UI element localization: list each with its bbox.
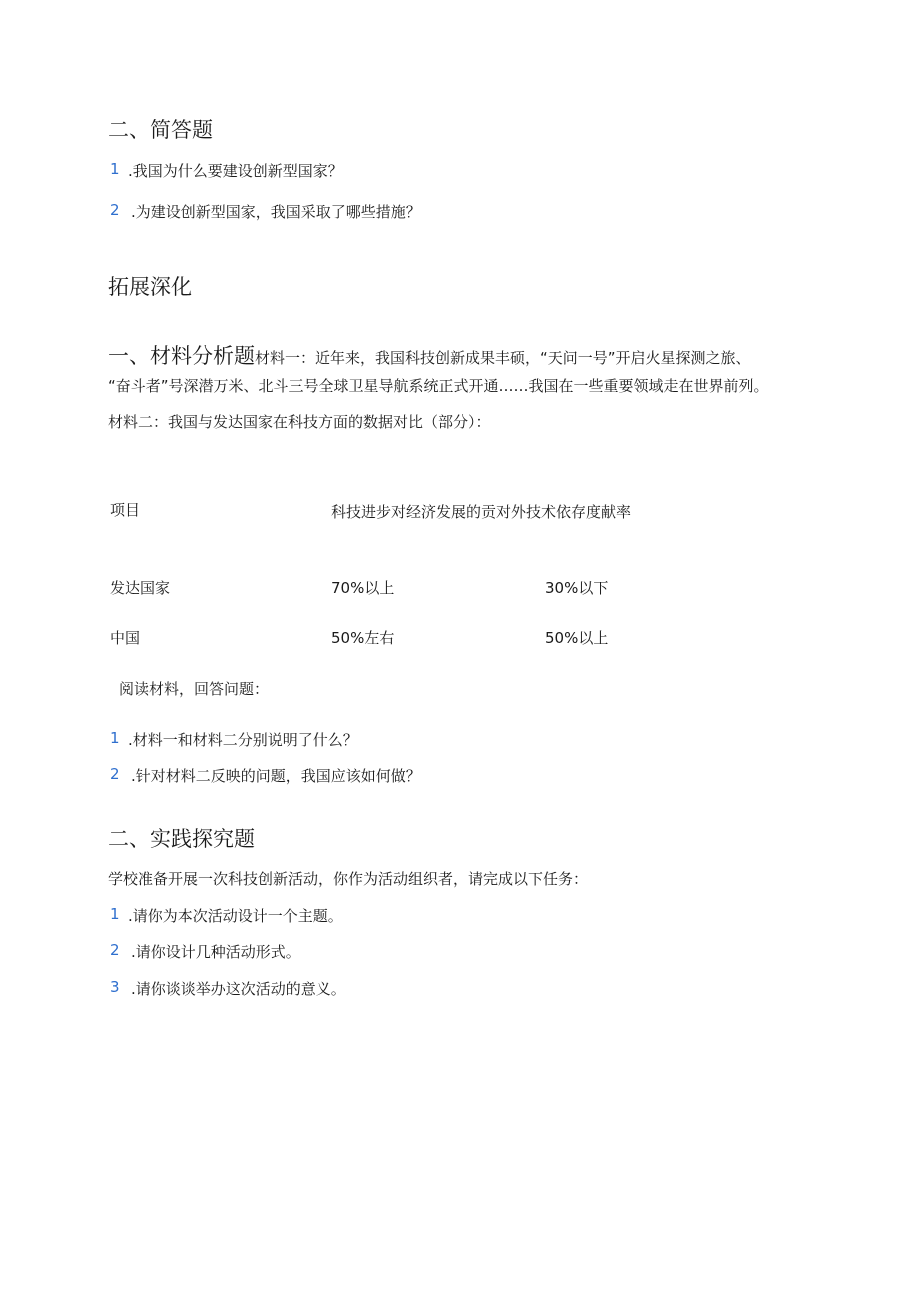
table-cell: 发达国家 [110,579,171,597]
question-number: 1 [110,729,120,747]
task-text: .请你设计几种活动形式。 [131,943,301,961]
table-cell: 50%左右 [331,629,395,647]
table-cell: 70%以上 [331,579,395,597]
task-text: .请你为本次活动设计一个主题。 [128,907,343,925]
material-two-text: 材料二：我国与发达国家在科技方面的数据对比（部分）： [108,413,491,431]
material-one-text: 材料一：近年来，我国科技创新成果丰硕，“天问一号”开启火星探测之旅、 [255,349,751,367]
task-text: .请你谈谈举办这次活动的意义。 [131,980,346,998]
question-text: .针对材料二反映的问题，我国应该如何做？ [131,767,421,785]
task-number: 2 [110,941,120,959]
table-cell: 30%以下 [545,579,609,597]
question-number: 1 [110,160,120,178]
table-header-cell: 项目 [110,501,141,519]
question-text: .材料一和材料二分别说明了什么？ [128,731,358,749]
question-text: .为建设创新型国家，我国采取了哪些措施？ [131,203,421,221]
reading-instruction: 阅读材料，回答问题： [119,680,270,698]
extension-heading: 拓展深化 [108,275,192,299]
table-cell: 中国 [110,629,141,647]
table-cell: 50%以上 [545,629,609,647]
table-header-cell: 科技进步对经济发展的贡对外技术依存度献率 [331,503,632,521]
question-number: 2 [110,765,120,783]
section-heading-practice: 二、实践探究题 [108,827,255,851]
question-number: 2 [110,201,120,219]
material-line-1 [108,340,751,370]
section-heading-short-answer: 二、简答题 [108,118,213,142]
material-one-continuation: “奋斗者”号深潜万米、北斗三号全球卫星导航系统正式开通……我国在一些重要领域走在世界前列。 [108,377,769,395]
section-heading-material: 一、材料分析题 [108,344,255,368]
task-number: 1 [110,905,120,923]
practice-intro: 学校准备开展一次科技创新活动，你作为活动组织者，请完成以下任务： [108,870,589,888]
task-number: 3 [110,978,120,996]
question-text: .我国为什么要建设创新型国家？ [128,162,343,180]
